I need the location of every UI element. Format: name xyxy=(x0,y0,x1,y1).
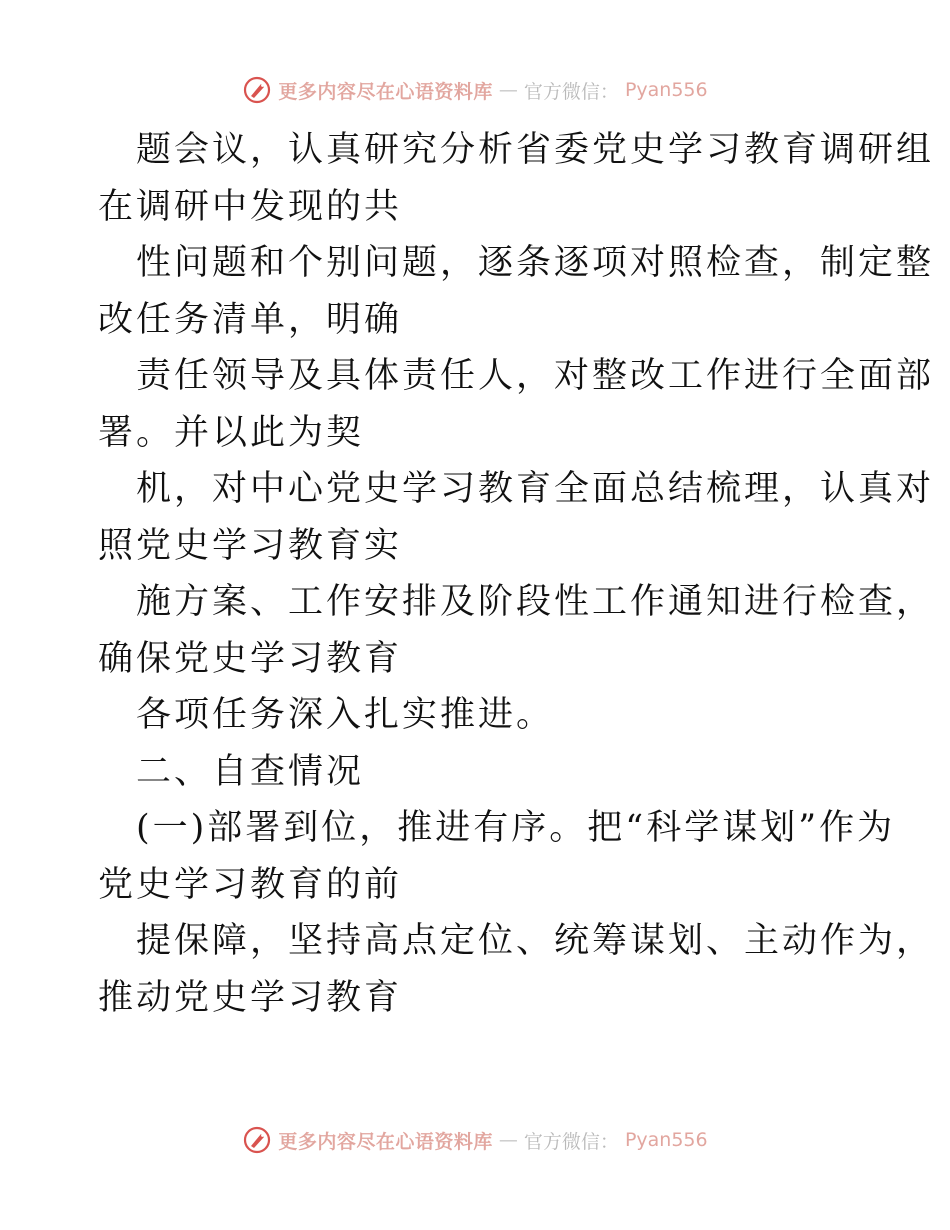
text-line: 确保党史学习教育 xyxy=(98,638,403,679)
text-line: 照党史学习教育实 xyxy=(98,525,403,566)
watermark-brand: 更多内容尽在心语资料库 xyxy=(278,1130,493,1153)
watermark-label: 官方微信： xyxy=(523,1130,619,1153)
text-line: 施方案、工作安排及阶段性工作通知进行检查， xyxy=(136,582,935,622)
watermark-separator: — xyxy=(498,79,518,101)
text-line: 推动党史学习教育 xyxy=(98,977,403,1018)
watermark-wechat-id: Pyan556 xyxy=(624,1129,708,1151)
pen-nib-logo-icon xyxy=(242,1125,272,1155)
text-line: 题会议，认真研究分析省委党史学习教育调研组 xyxy=(136,130,935,170)
text-line: 性问题和个别问题，逐条逐项对照检查，制定整 xyxy=(136,243,935,283)
text-line: 署。并以此为契 xyxy=(98,412,365,453)
text-line: 党史学习教育的前 xyxy=(98,864,403,905)
watermark-wechat-id: Pyan556 xyxy=(624,79,708,101)
text-line: 在调研中发现的共 xyxy=(98,186,403,227)
pen-nib-logo-icon xyxy=(242,75,272,105)
document-body xyxy=(98,122,935,1026)
section-heading: 二、自查情况 xyxy=(136,751,365,792)
watermark-brand: 更多内容尽在心语资料库 xyxy=(278,80,493,103)
text-line: 提保障，坚持高点定位、统筹谋划、主动作为， xyxy=(136,921,935,961)
header-watermark xyxy=(0,72,950,108)
watermark-label: 官方微信： xyxy=(523,80,619,103)
footer-watermark xyxy=(0,1122,950,1158)
text-line: 责任领导及具体责任人，对整改工作进行全面部 xyxy=(136,356,935,396)
text-line: 机，对中心党史学习教育全面总结梳理，认真对 xyxy=(136,469,935,509)
text-line: (一)部署到位，推进有序。把“科学谋划”作为 xyxy=(136,808,896,848)
text-line: 改任务清单，明确 xyxy=(98,299,403,340)
text-line: 各项任务深入扎实推进。 xyxy=(136,695,555,735)
watermark-separator: — xyxy=(498,1129,518,1151)
